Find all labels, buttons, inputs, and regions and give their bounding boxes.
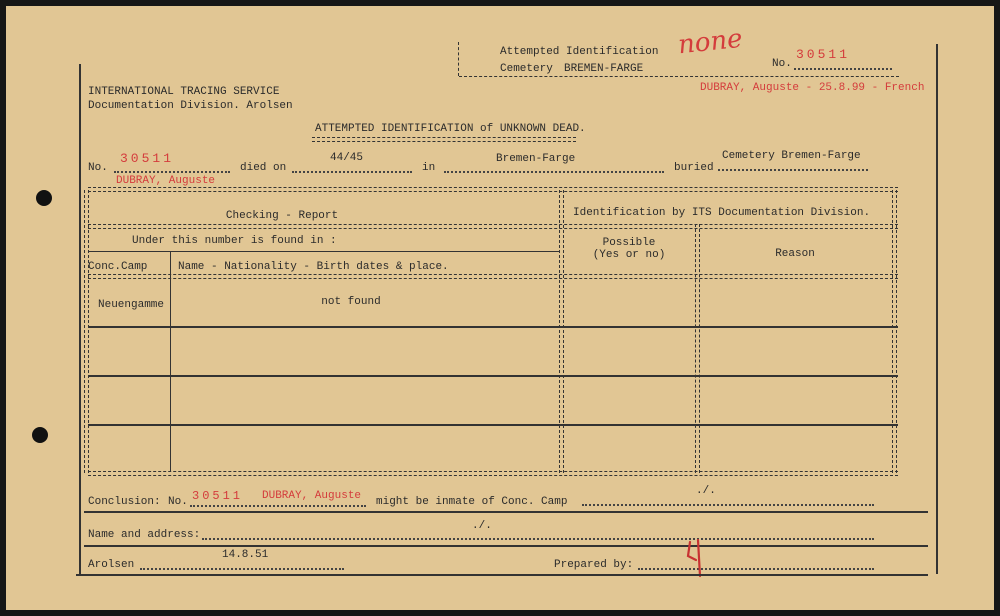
col-camp-header: Conc.Camp — [88, 261, 148, 273]
row-1-details: not found — [321, 296, 381, 308]
form-right-border — [936, 44, 938, 574]
table-bottom-border — [88, 471, 898, 476]
prepared-by-dots — [638, 568, 874, 570]
header-box-bottom-border — [459, 76, 899, 78]
conclusion-name: DUBRAY, Auguste — [262, 490, 362, 502]
org-division: Documentation Division. Arolsen — [88, 100, 293, 112]
table-header-divider — [88, 224, 898, 229]
died-on-label: died on — [240, 162, 287, 174]
conclusion-no-value: 30511 — [192, 489, 244, 503]
buried-dots — [718, 169, 868, 171]
checking-report-heading: Checking - Report — [225, 210, 339, 222]
address-dots — [202, 538, 874, 540]
arolsen-date-dots — [140, 568, 344, 570]
punch-hole-top — [36, 190, 52, 206]
conclusion-no-label: No. — [168, 496, 188, 508]
col-possible-header: Possible — [602, 237, 656, 249]
header-box-left-border — [458, 42, 460, 76]
form-title: ATTEMPTED IDENTIFICATION of UNKNOWN DEAD. — [315, 123, 586, 135]
row-1-camp: Neuengamme — [98, 299, 165, 311]
record-name: DUBRAY, Auguste — [116, 175, 216, 187]
col-possible-subheader: (Yes or no) — [592, 249, 666, 261]
row-2-divider — [88, 375, 898, 377]
record-no-value: 30511 — [120, 151, 175, 166]
attempted-identification-heading: Attempted Identification — [500, 46, 659, 58]
column-header-divider — [88, 274, 898, 279]
buried-value: Cemetery Bremen-Farge — [722, 150, 861, 162]
header-no-label: No. — [772, 58, 792, 70]
address-value: ./. — [472, 520, 492, 532]
conclusion-text: might be inmate of Conc. Camp — [376, 496, 568, 508]
cemetery-value: BREMEN-FARGE — [564, 63, 644, 75]
prepared-by-label: Prepared by: — [554, 559, 634, 571]
conclusion-label: Conclusion: — [88, 496, 161, 508]
row-1-divider — [88, 326, 898, 328]
row-3-divider — [88, 424, 898, 426]
conclusion-name-dots — [190, 505, 366, 507]
conclusion-camp-value: ./. — [696, 485, 716, 497]
in-label: in — [422, 162, 436, 174]
table-mid-divider — [559, 190, 564, 473]
died-on-value: 44/45 — [330, 152, 364, 164]
died-on-dots — [292, 171, 412, 173]
form-left-border — [79, 64, 81, 574]
conclusion-camp-dots — [582, 504, 874, 506]
handwritten-signature — [682, 538, 712, 578]
punch-hole-bottom — [32, 427, 48, 443]
table-left-border — [84, 190, 89, 473]
under-number-label: Under this number is found in : — [132, 235, 337, 247]
table-reason-divider — [695, 224, 700, 473]
address-label: Name and address: — [88, 529, 201, 541]
in-value: Bremen-Farge — [496, 153, 576, 165]
conclusion-rule — [84, 511, 928, 513]
record-no-label: No. — [88, 162, 108, 174]
org-name: INTERNATIONAL TRACING SERVICE — [88, 86, 280, 98]
table-right-border — [892, 190, 897, 473]
record-annotation: DUBRAY, Auguste - 25.8.99 - French — [700, 82, 925, 94]
identification-heading: Identification by ITS Documentation Division. — [573, 207, 871, 219]
in-dots — [444, 171, 664, 173]
address-rule — [84, 545, 928, 547]
record-no-dots — [114, 171, 230, 173]
cemetery-label: Cemetery — [500, 63, 553, 75]
col-name-header: Name - Nationality - Birth dates & place. — [178, 261, 449, 273]
arolsen-label: Arolsen — [88, 559, 135, 571]
form-title-underline — [312, 137, 576, 142]
table-camp-divider — [170, 252, 171, 472]
handwritten-note: none — [676, 23, 744, 61]
col-reason-header: Reason — [775, 248, 815, 260]
header-no-dots — [794, 68, 892, 70]
header-no-value: 30511 — [796, 47, 851, 62]
buried-label: buried — [674, 162, 714, 174]
table-top-border — [88, 187, 898, 192]
footer-rule — [76, 574, 928, 576]
under-number-rule — [88, 251, 560, 252]
footer-date: 14.8.51 — [222, 549, 269, 561]
